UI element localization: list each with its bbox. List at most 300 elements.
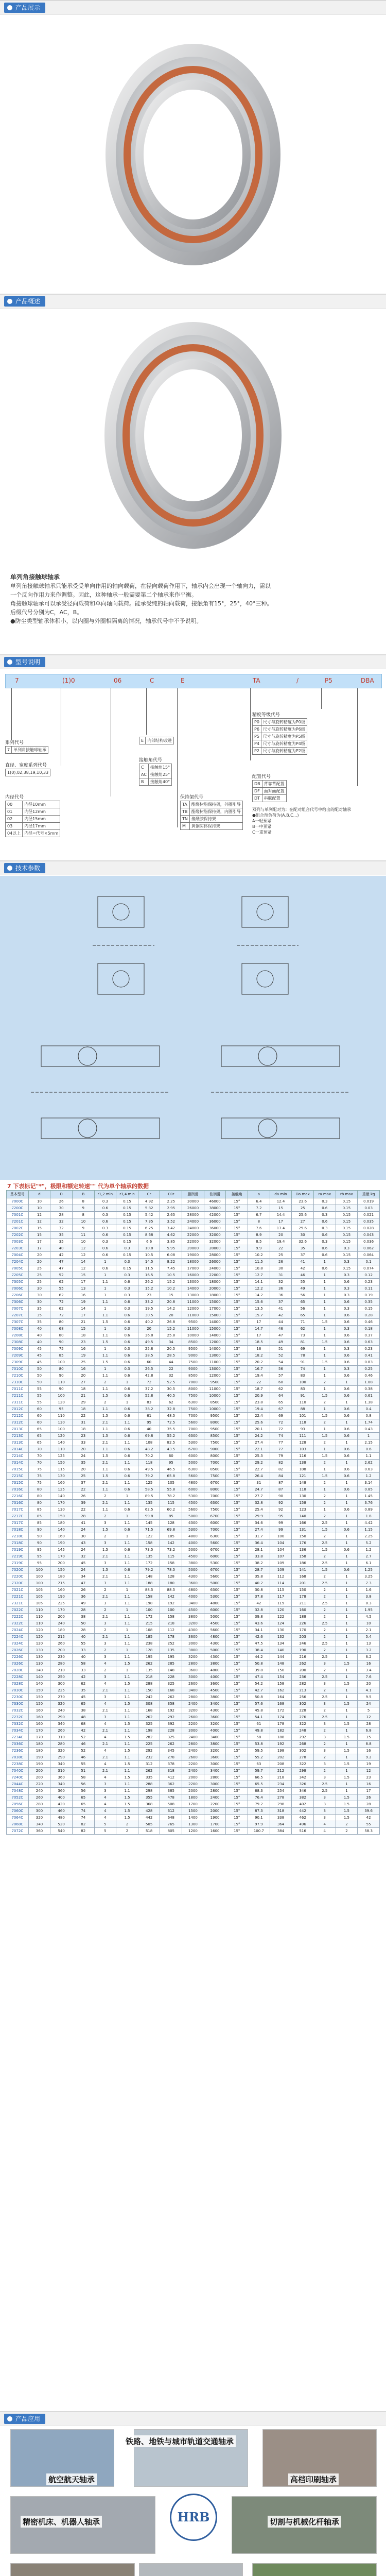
spec-table-title: 7 下表标记"*"，极限和额定转速"" 代为单个轴承的数据 [7,1183,149,1190]
overview-line: 角接触球轴承可以承受径向载荷和单向轴向载荷。能承受纯的轴向载荷，接触角有15°，25°，40°三种。 [10,600,273,607]
spec-cell: 50 [28,1372,50,1379]
spec-table-row [7,1781,380,1788]
spec-cell: 0.6 [94,1245,116,1252]
spec-cell: 1 [336,1573,358,1580]
spec-cell: 128 [160,1573,182,1580]
spec-cell: 18000 [204,1279,226,1285]
spec-cell: 480 [50,1815,73,1821]
section-dot-icon [7,5,12,10]
spec-cell: 14.4 [270,1212,292,1218]
spec-cell: 54 [270,1359,292,1366]
spec-cell: 0.15 [116,1239,138,1245]
spec-cell: 3 [94,1788,116,1794]
spec-cell: 140 [50,1493,73,1500]
spec-cell: 15° [226,1667,248,1674]
spec-model-cell: 7016C [7,1486,29,1493]
spec-cell: 125 [138,1480,160,1486]
spec-cell: 346 [292,1788,314,1794]
spec-cell: 7500 [204,1473,226,1480]
spec-cell: 4300 [182,1627,204,1634]
spec-cell: 1 [313,1292,336,1299]
spec-model-cell: 7218C [7,1533,29,1540]
spec-cell: 20 [72,1466,94,1473]
spec-cell: 1300 [182,1821,204,1828]
connector-line [357,688,358,786]
spec-cell: 0.021 [358,1212,380,1218]
spec-model-cell: 7019C [7,1547,29,1553]
spec-cell: 6.4 [248,1198,270,1205]
spec-cell: 0.6 [116,1446,138,1453]
spec-model-cell: 7064C [7,1815,29,1821]
spec-cell: 2000 [204,1808,226,1815]
spec-cell: 28 [72,1607,94,1614]
spec-cell: 15° [226,1272,248,1279]
spec-cell: 0.036 [358,1239,380,1245]
spec-cell: 0.3 [313,1198,336,1205]
spec-cell: 6000 [204,1607,226,1614]
spec-cell: 12 [358,1768,380,1774]
spec-cell: 4 [313,1828,336,1835]
spec-cell: 200 [28,1774,50,1781]
spec-cell: 43.5 [160,1446,182,1453]
spec-cell: 15° [226,1607,248,1614]
spec-cell: 70 [28,1460,50,1466]
spec-cell: 0.6 [116,1332,138,1339]
spec-cell: 1.95 [358,1607,380,1614]
spec-table-row [7,1761,380,1768]
spec-cell: 2 [313,1741,336,1748]
spec-cell: 335 [138,1774,160,1781]
spec-cell: 140 [28,1667,50,1674]
spec-table-row [7,1218,380,1225]
spec-cell: 70.2 [138,1453,160,1460]
section-overview-tag [4,296,45,307]
spec-cell: 0.6 [116,1393,138,1399]
spec-cell: 110 [50,1446,73,1453]
spec-cell: 2 [313,1573,336,1580]
spec-cell: 65 [72,1801,94,1808]
spec-cell: 14000 [204,1319,226,1326]
spec-cell: 30 [28,1292,50,1299]
spec-cell: 28 [72,1513,94,1520]
spec-cell: 18 [72,1406,94,1413]
spec-cell: 8500 [182,1372,204,1379]
spec-cell: 1 [313,1346,336,1352]
spec-cell: 79.2 [138,1473,160,1480]
spec-cell: 145 [138,1520,160,1527]
spec-cell: 3.4 [358,1667,380,1674]
spec-cell: 7.2 [248,1205,270,1212]
spec-cell: 1.25 [358,1567,380,1573]
spec-cell: 1.5 [94,1433,116,1439]
spec-cell: 5.95 [160,1245,182,1252]
spec-cell: 47 [50,1259,73,1265]
spec-cell: 15° [226,1379,248,1386]
spec-cell: 68 [50,1326,73,1332]
spec-cell: 28.7 [248,1567,270,1573]
spec-cell: 2800 [182,1660,204,1667]
spec-table-row [7,1312,380,1319]
spec-cell: 3000 [182,1727,204,1734]
spec-cell: 130 [28,1647,50,1654]
spec-cell: 0.6 [313,1205,336,1212]
spec-cell: 5300 [204,1594,226,1600]
spec-cell: 0.15 [336,1218,358,1225]
spec-table-row [7,1674,380,1681]
spec-cell: 0.15 [336,1232,358,1239]
spec-cell: 1.5 [336,1748,358,1754]
spec-cell: 30 [72,1533,94,1540]
spec-table-row [7,1493,380,1500]
spec-model-cell: 7222C [7,1614,29,1620]
spec-cell: 4 [94,1748,116,1754]
spec-cell: 85 [50,1352,73,1359]
spec-cell: 26.8 [160,1319,182,1326]
spec-cell: 75 [28,1480,50,1486]
spec-cell: 1.45 [358,1493,380,1500]
spec-cell: 110 [28,1614,50,1620]
spec-cell: 0.6 [116,1352,138,1359]
spec-table-row [7,1580,380,1587]
spec-cell: 1 [336,1694,358,1701]
spec-cell: 75 [28,1466,50,1473]
spec-cell: 1 [336,1620,358,1627]
spec-cell: 260 [50,1727,73,1734]
spec-cell: 45 [28,1352,50,1359]
spec-cell: 59.5 [248,1748,270,1754]
spec-cell: 2 [313,1460,336,1466]
spec-cell: 24.7 [248,1486,270,1493]
spec-cell: 120 [28,1634,50,1640]
spec-cell: 320 [28,1815,50,1821]
spec-table-row [7,1821,380,1828]
spec-cell: 158 [292,1553,314,1560]
spec-cell: 0.3 [336,1259,358,1265]
spec-cell: 13000 [182,1279,204,1285]
spec-cell: 0.028 [358,1225,380,1232]
overview-line: 单列角接触球轴承只能承受受单向作用的轴向载荷，在径向载荷作用下，轴承内会出现一个轴向力，需以 [10,583,271,589]
spec-cell: 49.5 [138,1466,160,1473]
spec-cell: 123 [292,1506,314,1513]
spec-cell: 65 [72,1794,94,1801]
spec-cell: 1 [336,1634,358,1640]
spec-cell: 2 [313,1439,336,1446]
spec-cell: 1.1 [94,1312,116,1319]
spec-cell: 12 [358,1714,380,1721]
spec-cell: 25 [28,1279,50,1285]
spec-cell: 256 [292,1694,314,1701]
spec-cell: 15° [226,1761,248,1768]
spec-cell: 36.8 [138,1332,160,1339]
spec-cell: 1.2 [358,1473,380,1480]
spec-cell: 10.5 [160,1272,182,1279]
spec-cell: 26 [50,1198,73,1205]
spec-cell: 10 [358,1620,380,1627]
section-model-bar [0,654,386,669]
spec-cell: 74 [72,1815,94,1821]
spec-cell: 5000 [204,1614,226,1620]
spec-cell: 0.6 [116,1372,138,1379]
spec-cell: 110 [28,1607,50,1614]
spec-cell: 144 [270,1654,292,1660]
mining-image [10,2563,135,2576]
spec-cell: 55 [50,1285,73,1292]
spec-cell: 32.8 [248,1607,270,1614]
spec-cell: 3000 [204,1761,226,1768]
spec-cell: 5.2 [358,1540,380,1547]
spec-col-header: Da max [292,1191,314,1198]
spec-cell: 160 [50,1480,73,1486]
spec-cell: 15° [226,1714,248,1721]
spec-cell: 19000 [182,1252,204,1259]
spec-cell: 1.1 [116,1781,138,1788]
spec-cell: 40 [50,1245,73,1252]
spec-cell: 60 [28,1419,50,1426]
spec-cell: 15000 [204,1326,226,1332]
spec-cell: 2600 [182,1754,204,1761]
spec-cell: 91 [292,1393,314,1399]
spec-cell: 150 [50,1460,73,1466]
spec-cell: 45 [28,1359,50,1366]
spec-cell: 11 [72,1232,94,1239]
spec-cell: 6300 [182,1433,204,1439]
spec-cell: 160 [28,1714,50,1721]
spec-cell: 58 [72,1774,94,1781]
spec-cell: 52.5 [160,1379,182,1386]
spec-table-row [7,1299,380,1306]
spec-cell: 15° [226,1734,248,1741]
spec-cell: 15° [226,1299,248,1306]
spec-cell: 1 [116,1627,138,1634]
spec-cell: 11000 [182,1312,204,1319]
spec-cell: 15° [226,1674,248,1681]
spec-cell: 1 [94,1292,116,1299]
spec-cell: 1 [116,1607,138,1614]
spec-table-row [7,1245,380,1252]
spec-cell: 188 [138,1580,160,1587]
spec-cell: 15° [226,1259,248,1265]
spec-cell: 1.1 [116,1594,138,1600]
spec-model-cell: 7018C [7,1527,29,1533]
spec-cell: 36.4 [248,1540,270,1547]
spec-cell: 2.1 [94,1707,116,1714]
spec-cell: 0.46 [358,1372,380,1379]
spec-cell: 9500 [204,1413,226,1419]
spec-cell: 164 [270,1694,292,1701]
spec-table-row [7,1466,380,1473]
spec-cell: 1500 [182,1808,204,1815]
spec-cell: 53.8 [248,1741,270,1748]
spec-cell: 49 [270,1339,292,1346]
spec-cell: 58 [248,1734,270,1741]
spec-model-cell: 7036C [7,1741,29,1748]
series-title: 系列代号 [5,740,24,745]
size-title: 直径、宽度系列代号 [5,763,47,768]
spec-cell: 160 [28,1707,50,1714]
spec-cell: 178 [270,1721,292,1727]
spec-model-cell: 7306C [7,1299,29,1306]
spec-cell: 11.5 [248,1259,270,1265]
spec-table-row [7,1540,380,1547]
spec-cell: 6700 [204,1547,226,1553]
code-part: E [181,677,185,684]
spec-cell: 41 [292,1259,314,1265]
spec-cell: 105 [160,1533,182,1540]
spec-model-cell: 7006C [7,1285,29,1292]
spec-table-row [7,1701,380,1707]
spec-cell: 180 [50,1573,73,1580]
spec-table-row [7,1473,380,1480]
spec-cell: 9000 [204,1446,226,1453]
spec-cell: 2 [94,1513,116,1520]
spec-cell: 225 [50,1600,73,1607]
spec-cell: 1.5 [313,1527,336,1533]
spec-cell: 34.6 [248,1520,270,1527]
spec-cell: 1.1 [116,1520,138,1527]
spec-cell: 35 [50,1232,73,1239]
spec-cell: 55 [28,1386,50,1393]
spec-cell: 2.1 [94,1553,116,1560]
spec-cell: 240 [50,1707,73,1714]
section-dot-icon [7,659,12,665]
spec-col-header: 基本型号 [7,1191,29,1198]
spec-cell: 0.89 [358,1506,380,1513]
spec-cell: 95 [28,1547,50,1553]
spec-cell: 16 [72,1346,94,1352]
spec-cell: 190 [292,1647,314,1654]
size-table: 1(0),02,38,19,10,33 [5,769,50,776]
spec-cell: 20 [160,1312,182,1319]
spec-cell: 240 [28,1788,50,1794]
spec-cell: 61 [248,1721,270,1727]
spec-cell: 135 [138,1667,160,1674]
spec-cell: 0.83 [358,1359,380,1366]
spec-model-cell: 7214C [7,1453,29,1460]
spec-cell: 26 [72,1493,94,1500]
spec-cell: 3 [94,1540,116,1547]
spec-cell: 15° [226,1493,248,1500]
spec-cell: 15.6 [248,1299,270,1306]
spec-cell: 1 [336,1500,358,1506]
spec-cell: 15° [226,1553,248,1560]
spec-cell: 51 [72,1768,94,1774]
spec-cell: 282 [292,1681,314,1687]
spec-cell: 1 [336,1627,358,1634]
spec-cell: 1 [336,1640,358,1647]
arrangement-table: DB 背靠背配置 DF 面对面配置 DT 串联配置 [252,780,287,802]
spec-cell: 15° [226,1520,248,1527]
spec-cell: 0.3 [116,1346,138,1352]
arrangement-title: 配置代号 [252,774,271,779]
spec-model-cell: 7011C [7,1386,29,1393]
spec-cell: 128 [292,1439,314,1446]
spec-table-row [7,1439,380,1446]
spec-table-row [7,1647,380,1654]
spec-cell: 262 [160,1694,182,1701]
spec-cell: 50.8 [248,1660,270,1667]
spec-cell: 805 [160,1828,182,1835]
spec-cell: 38.2 [248,1560,270,1567]
spec-cell: 58 [72,1660,94,1667]
spec-cell: 248 [292,1727,314,1734]
spec-cell: 168 [138,1707,160,1714]
spec-model-cell: 7330C [7,1701,29,1707]
spec-cell: 278 [270,1794,292,1801]
spec-cell: 1.1 [116,1707,138,1714]
spec-cell: 262 [138,1768,160,1774]
spec-cell: 2.5 [313,1714,336,1721]
spec-cell: 66.5 [248,1774,270,1781]
spec-cell: 9000 [182,1352,204,1359]
spec-cell: 2.1 [94,1573,116,1580]
spec-cell: 32 [50,1225,73,1232]
spec-cell: 18 [72,1332,94,1339]
spec-cell: 120 [28,1627,50,1634]
spec-cell: 26 [358,1794,380,1801]
spec-cell: 0.3 [116,1326,138,1332]
spec-cell: 1 [336,1460,358,1466]
spec-cell: 117 [270,1594,292,1600]
spec-model-cell: 7318C [7,1540,29,1547]
spec-cell: 77 [270,1439,292,1446]
spec-cell: 9500 [182,1319,204,1326]
spec-cell: 1.5 [313,1339,336,1346]
spec-cell: 2 [94,1627,116,1634]
spec-cell: 45 [72,1560,94,1567]
angle-title: 接触角代号 [139,758,163,763]
spec-table-row [7,1681,380,1687]
spec-cell: 0.15 [116,1252,138,1259]
spec-cell: 3.76 [358,1500,380,1506]
spec-cell: 57 [270,1372,292,1379]
spec-cell: 154 [270,1674,292,1681]
spec-cell: 44.2 [248,1654,270,1660]
spec-table-row [7,1520,380,1527]
spec-cell: 2 [313,1687,336,1694]
spec-cell: 100 [28,1567,50,1573]
spec-cell: 100.7 [248,1828,270,1835]
spec-cell: 56 [72,1781,94,1788]
spec-cell: 2.62 [358,1460,380,1466]
spec-cell: 87 [270,1486,292,1493]
spec-cell: 6.2 [358,1654,380,1660]
spec-cell: 34 [160,1339,182,1346]
spec-cell: 262 [138,1660,160,1667]
spec-cell: 355 [138,1794,160,1801]
spec-cell: 16000 [182,1272,204,1279]
spec-table-row [7,1660,380,1667]
spec-cell: 460 [50,1808,73,1815]
spec-table-area [0,1180,386,2411]
spec-model-cell: 7005C [7,1265,29,1272]
spec-cell: 130 [28,1660,50,1667]
spec-cell: 0.43 [358,1426,380,1433]
spec-cell: 1.1 [94,1332,116,1339]
spec-cell: 5600 [204,1540,226,1547]
spec-cell: 4300 [204,1640,226,1647]
spec-cell: 28 [358,1721,380,1727]
spec-cell: 518 [138,1828,160,1835]
spec-cell: 85 [28,1513,50,1520]
spec-cell: 1 [116,1533,138,1540]
spec-cell: 0.062 [358,1245,380,1252]
spec-table-row [7,1560,380,1567]
spec-cell: 158 [160,1614,182,1620]
spec-model-cell: 7328C [7,1681,29,1687]
spec-cell: 166 [292,1520,314,1527]
spec-cell: 78 [292,1352,314,1359]
spec-cell: 0.6 [116,1547,138,1553]
